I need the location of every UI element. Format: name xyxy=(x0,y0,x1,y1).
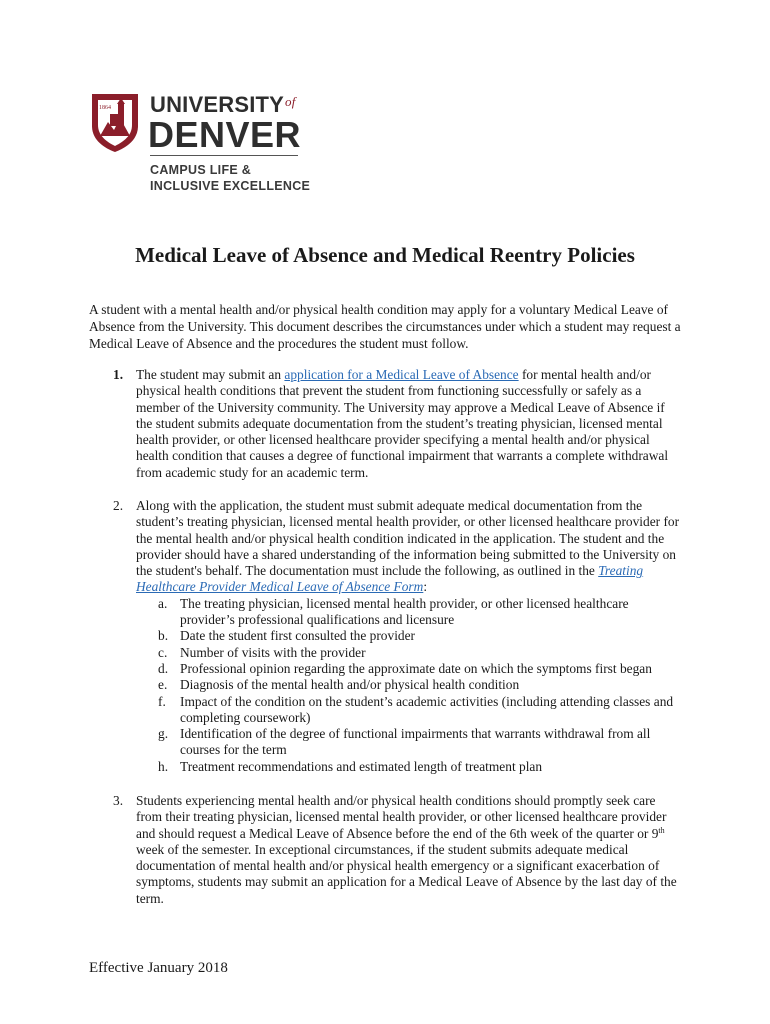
policy-item-1 xyxy=(89,367,681,481)
svg-text:1864: 1864 xyxy=(99,105,111,111)
list-item: f. Impact of the condition on the student’s academic activities (including attending classes and completing coursework) xyxy=(158,693,674,725)
list-item: a. The treating physician, licensed mental health provider, or other licensed healthcare provider’s professional qualifications and licensure xyxy=(158,595,629,628)
list-item: h. Treatment recommendations and estimated length of treatment plan xyxy=(158,758,543,774)
logo-university-text: $UNIVERSITY^{of}$ xyxy=(150,92,296,117)
item-text: Along with the application, the student must submit adequate medical documentation from the student’s treating physician, licensed mental health provider, or other licensed healthcare provider for the mental health and/or physical health condition indicated in the application. The student and the provider should have a shared understanding of the information being submitted to the University on the student's behalf. The documentation must include the following, as outlined in the xyxy=(136,498,680,579)
university-shield-icon xyxy=(90,92,140,154)
document-title: Medical Leave of Absence and Medical Reentry Policies xyxy=(135,243,635,267)
item-text: : xyxy=(423,579,428,595)
list-item: d. Professional opinion regarding the approximate date on which the symptoms first began xyxy=(158,660,652,676)
application-link[interactable]: application for a Medical Leave of Absence xyxy=(284,367,519,382)
list-item: b. Date the student first consulted the provider xyxy=(158,628,416,644)
provider-form-link[interactable]: Treating Healthcare Provider Medical Leave of Absence Form xyxy=(136,563,644,595)
item-text: Students experiencing mental health and/or physical health conditions should promptly seek care from their treating physician, licensed mental health provider, or other licensed healthcare provider and should request a Medical Leave of Absence before the end of the 6th week of the quarter or 9 xyxy=(136,793,667,841)
item-text: The student may submit an xyxy=(136,367,285,382)
ordinal-suffix: th xyxy=(658,825,665,835)
item-text: week of the semester. In exceptional circumstances, if the student submits adequate medical documentation of mental health and/or physical health emergency or a significant exacerbation of symptoms, students may submit an application for a Medical Leave of Absence by the last day of the term. xyxy=(136,841,677,906)
policy-item-3 xyxy=(89,793,681,907)
logo-divider xyxy=(150,155,298,156)
item-text: for mental health and/or physical health conditions that prevent the student from functioning successfully or safely as a member of the University community. The University may approve a Medical Leave of Absence if the student submits adequate documentation from the student’s treating physician, licensed mental health provider, or other licensed healthcare provider specifying a mental health and/or physical health condition that causes a degree of functional impairment that warrants a complete withdrawal from academic study for an academic term. xyxy=(136,367,669,480)
logo-denver-text: DENVER xyxy=(148,114,302,155)
university-logo xyxy=(88,90,311,198)
item-number: 2. xyxy=(113,498,124,513)
list-item: e. Diagnosis of the mental health and/or physical health condition xyxy=(158,677,520,693)
logo-subtitle-line1: CAMPUS LIFE & xyxy=(150,163,252,177)
item-number: 1. xyxy=(113,367,124,382)
logo-subtitle-line2: INCLUSIVE EXCELLENCE xyxy=(150,179,311,193)
list-item: c. Number of visits with the provider xyxy=(158,644,366,660)
item-number: 3. xyxy=(113,793,124,808)
list-item: g. Identification of the degree of functional impairments that warrants withdrawal from all courses for the term xyxy=(158,726,651,758)
intro-paragraph: A student with a mental health and/or physical health condition may apply for a voluntary Medical Leave of Absence from the University. This document describes the circumstances under which a student may request a Medical Leave of Absence and the procedures the student must follow. xyxy=(89,302,681,351)
documentation-requirements-list xyxy=(136,596,681,775)
policy-item-2 xyxy=(89,498,681,775)
effective-date-footer: Effective January 2018 xyxy=(89,960,228,976)
